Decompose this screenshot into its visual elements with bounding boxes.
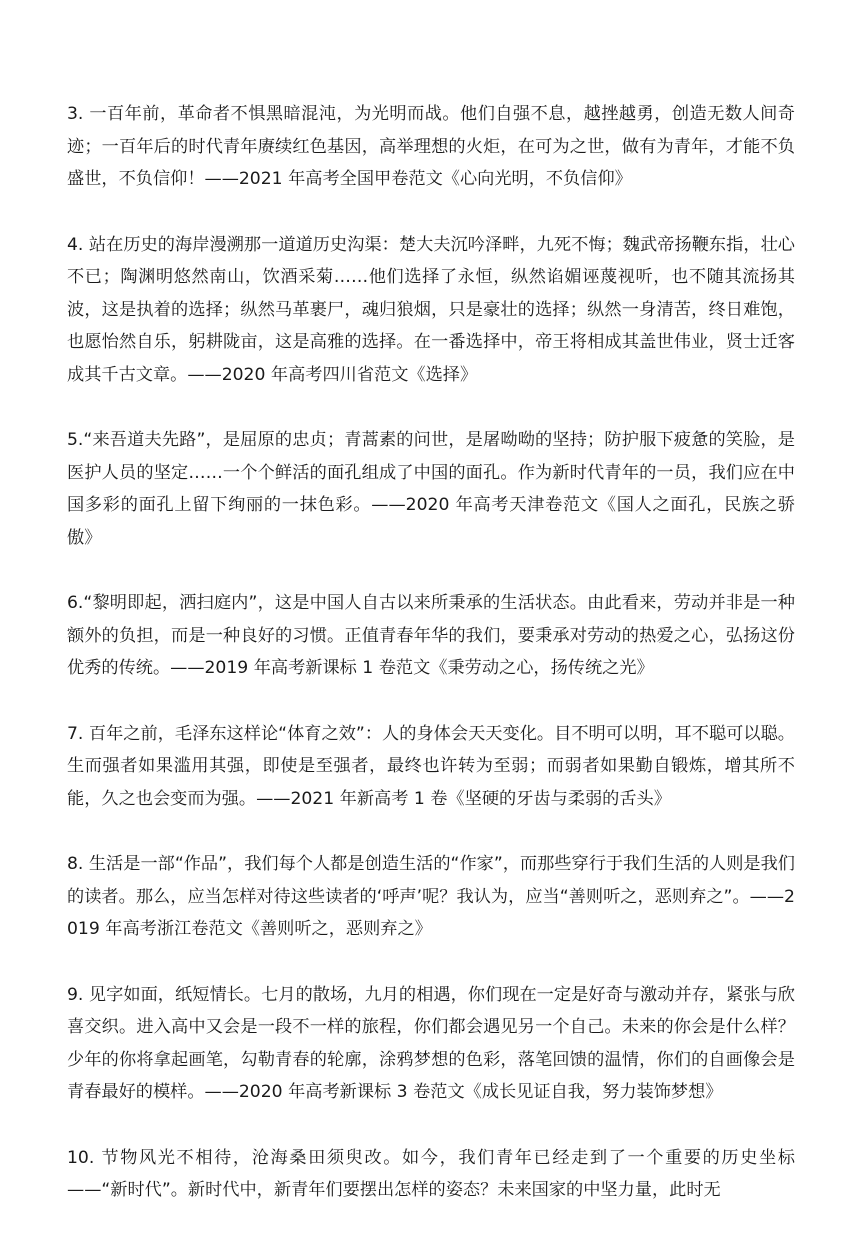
paragraph-4: 4. 站在历史的海岸漫溯那一道道历史沟渠：楚大夫沉吟泽畔，九死不悔；魏武帝扬鞭东指，壮心不已；陶渊明悠然南山，饮酒采菊……他们选择了永恒，纵然谄媚诬蔑视听，也不随其流扬其波，这是执着的选择；纵然马革裹尸，魂归狼烟，只是豪壮的选择；纵然一身清苦，终日难饱，也愿怡然自乐，躬耕陇亩，这是高雅的选择。在一番选择中，帝王将相成其盖世伟业，贤士迁客成其千古文章。——2020 年高考四川省范文《选择》 <box>67 234 795 385</box>
paragraph-7: 7. 百年之前，毛泽东这样论“体育之效”：人的身体会天天变化。目不明可以明，耳不聪可以聪。生而强者如果滥用其强，即使是至强者，最终也许转为至弱；而弱者如果勤自锻炼，增其所不能，久之也会变而为强。——2021 年新高考 1 卷《坚硬的牙齿与柔弱的舌头》 <box>67 723 795 809</box>
paragraph-10: 10. 节物风光不相待，沧海桑田须臾改。如今，我们青年已经走到了一个重要的历史坐标——“新时代”。新时代中，新青年们要摆出怎样的姿态？未来国家的中坚力量，此时无 <box>67 1147 795 1200</box>
paragraph-9: 9. 见字如面，纸短情长。七月的散场，九月的相遇，你们现在一定是好奇与激动并存，紧张与欣喜交织。进入高中又会是一段不一样的旅程，你们都会遇见另一个自己。未来的你会是什么样？少年的你将拿起画笔，勾勒青春的轮廓，涂鸦梦想的色彩，落笔回馈的温情，你们的自画像会是青春最好的模样。——2020 年高考新课标 3 卷范文《成长见证自我，努力装饰梦想》 <box>67 984 795 1102</box>
paragraph-8: 8. 生活是一部“作品”，我们每个人都是创造生活的“作家”，而那些穿行于我们生活的人则是我们的读者。那么，应当怎样对待这些读者的‘呼声’呢？我认为，应当“善则听之，恶则弃之”。——2019 年高考浙江卷范文《善则听之，恶则弃之》 <box>67 854 795 939</box>
paragraph-5: 5.“来吾道夫先路”，是屈原的忠贞；青蒿素的问世，是屠呦呦的坚持；防护服下疲惫的笑脸，是医护人员的坚定……一个个鲜活的面孔组成了中国的面孔。作为新时代青年的一员，我们应在中国多彩的面孔上留下绚丽的一抹色彩。——2020 年高考天津卷范文《国人之面孔，民族之骄傲》 <box>67 430 795 548</box>
document-body <box>67 98 795 1240</box>
paragraph-3: 3. 一百年前，革命者不惧黑暗混沌，为光明而战。他们自强不息，越挫越勇，创造无数人间奇迹；一百年后的时代青年赓续红色基因，高举理想的火炬，在可为之世，做有为青年，才能不负盛世，不负信仰！——2021 年高考全国甲卷范文《心向光明，不负信仰》 <box>67 104 795 189</box>
paragraph-6: 6.“黎明即起，洒扫庭内”，这是中国人自古以来所秉承的生活状态。由此看来，劳动并非是一种额外的负担，而是一种良好的习惯。正值青春年华的我们，要秉承对劳动的热爱之心，弘扬这份优秀的传统。——2019 年高考新课标 1 卷范文《秉劳动之心，扬传统之光》 <box>67 593 795 678</box>
